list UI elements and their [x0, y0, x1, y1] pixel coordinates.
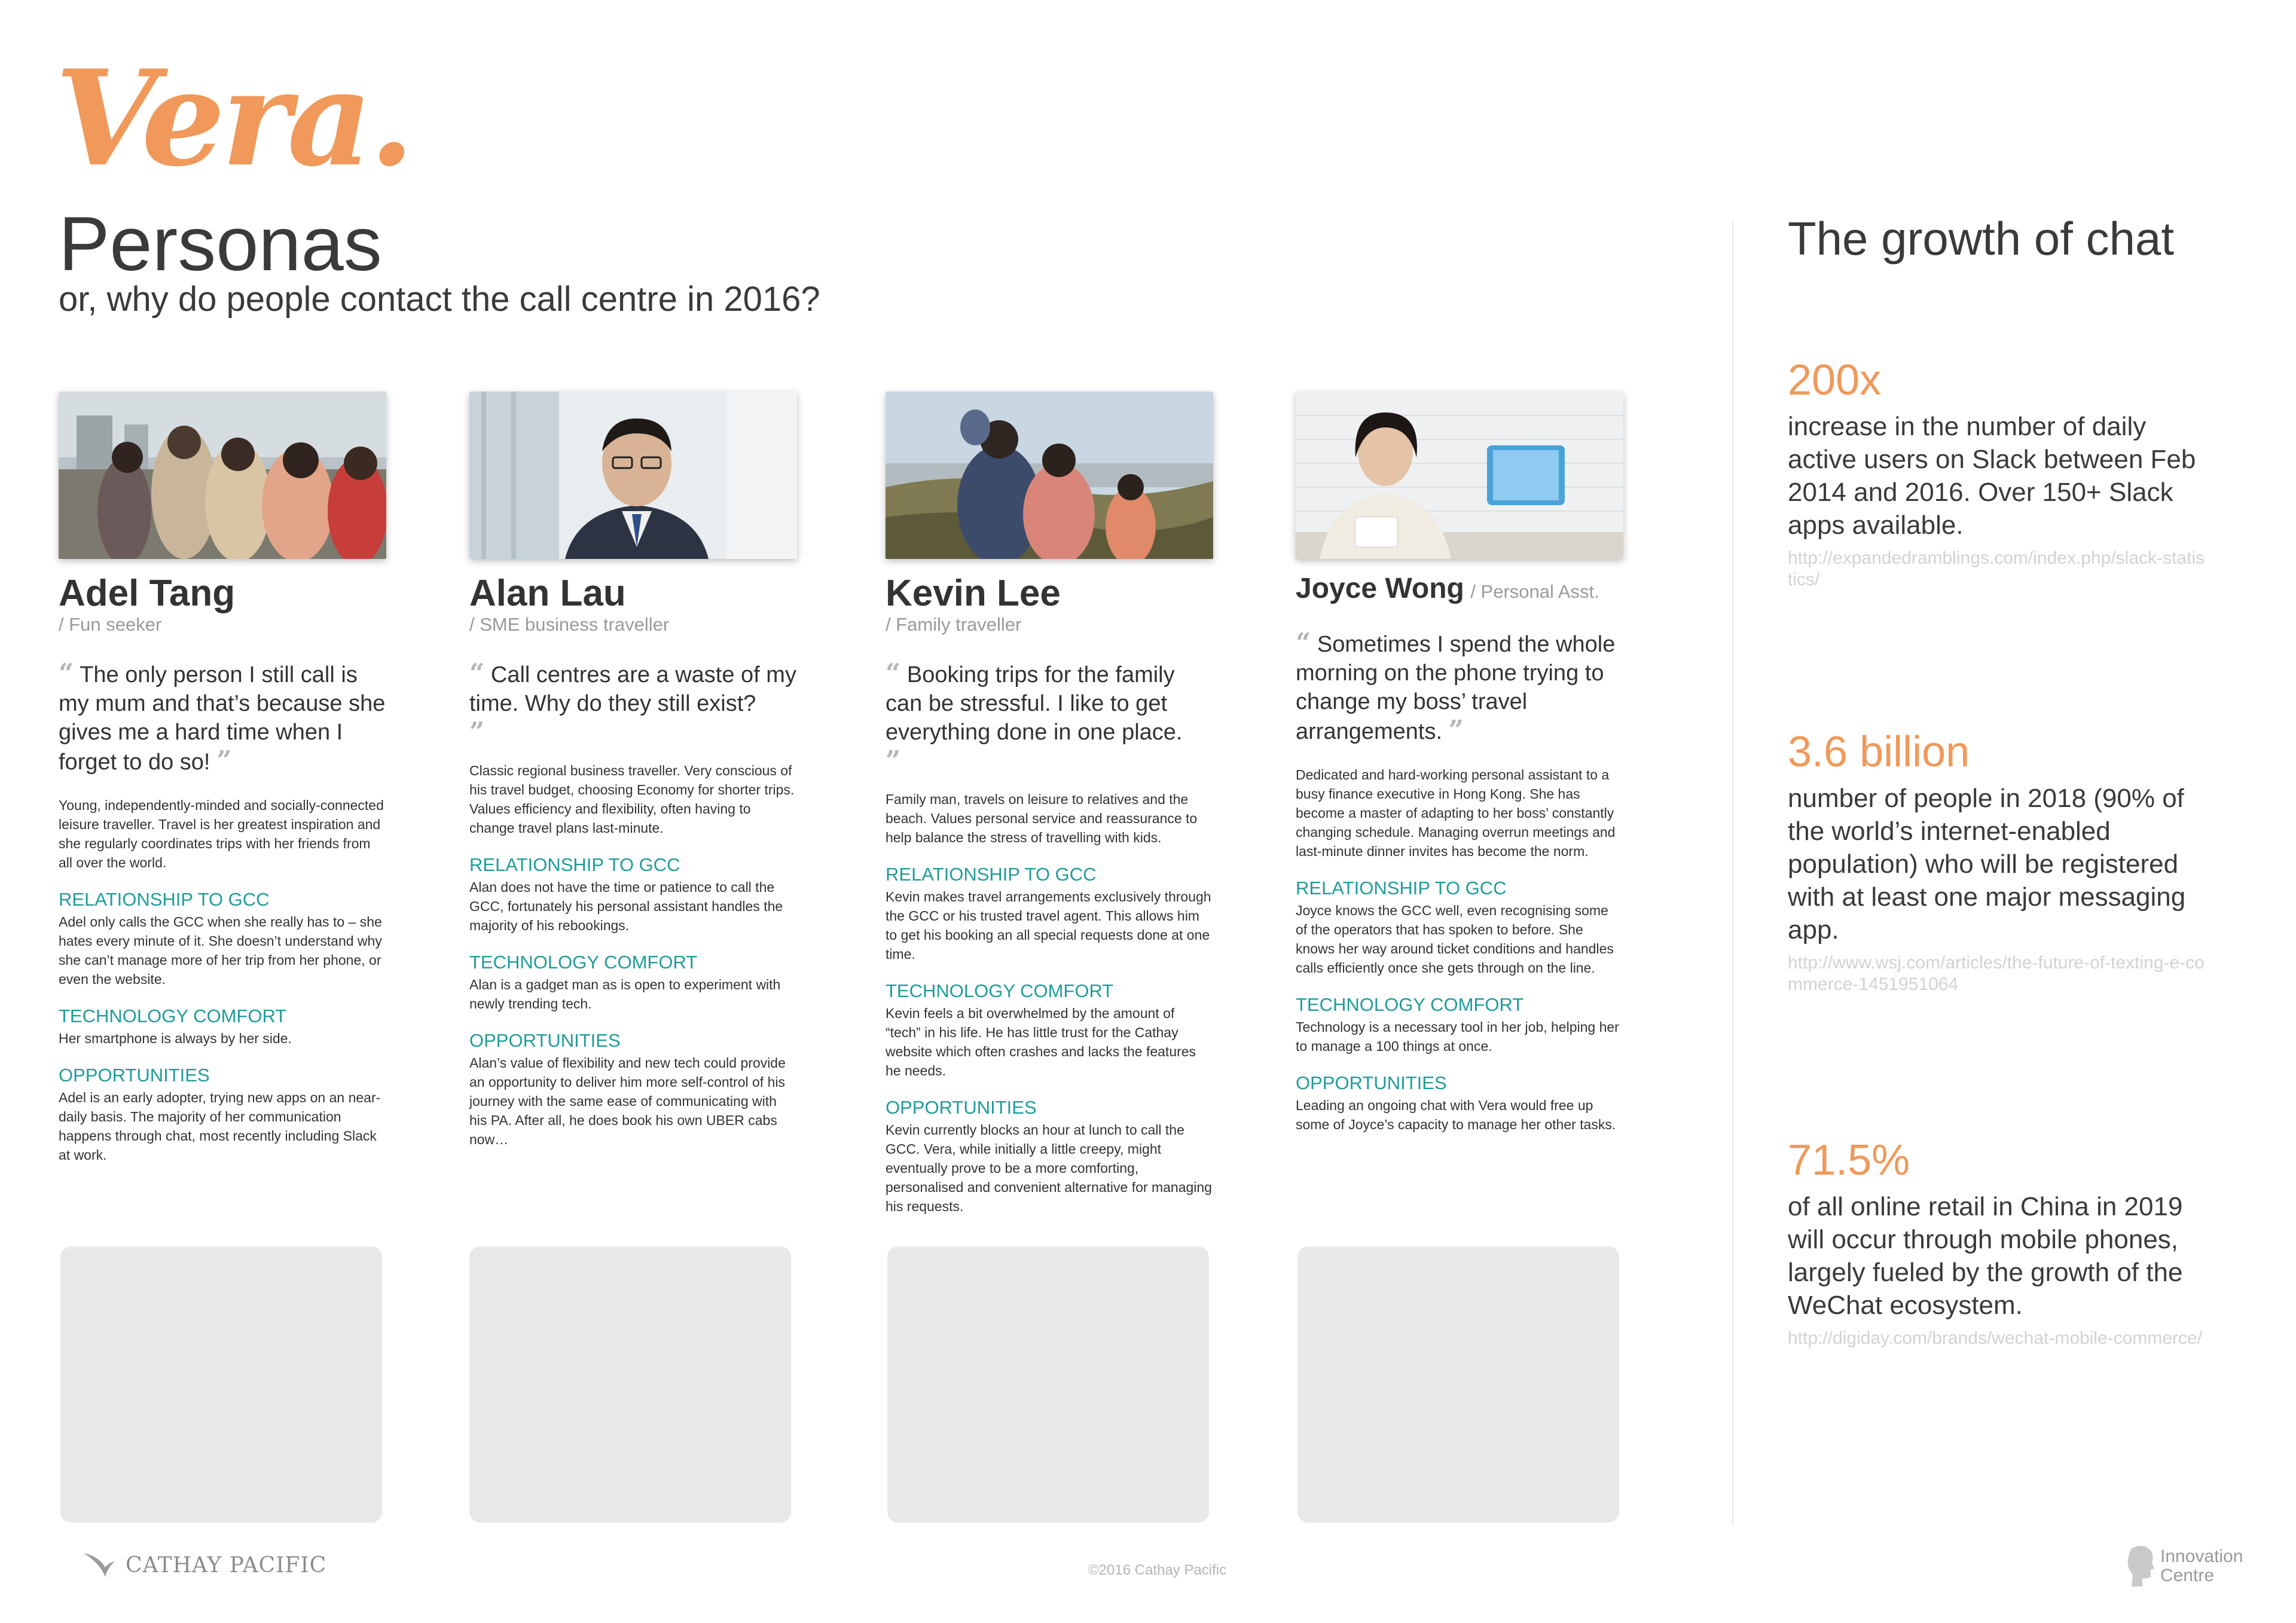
persona-card-kevin [886, 392, 1213, 1216]
opportunities-text: Leading an ongoing chat with Vera would free up some of Joyce’s capacity to manage her other tasks. [1296, 1097, 1616, 1132]
stat-value: 3.6 billion [1788, 728, 1970, 776]
placeholder-box-adel [60, 1246, 382, 1523]
relationship-text: Joyce knows the GCC well, even recognising some of the operators that has spoken to before. She knows her way around ticket conditions and handles calls efficiently once she gets through on the line. [1296, 902, 1614, 976]
technology-heading: TECHNOLOGY COMFORT [59, 1005, 287, 1027]
quote-text: Booking trips for the family can be stressful. I like to get everything done in one place. [886, 662, 1183, 745]
quote-close-icon: ” [1448, 714, 1464, 745]
quote-close-icon: ” [216, 745, 232, 777]
placeholder-box-joyce [1297, 1246, 1619, 1523]
quote-text: Sometimes I spend the whole morning on the phone trying to change my boss’ travel arrangements. [1296, 631, 1616, 744]
placeholder-box-kevin [887, 1246, 1209, 1523]
persona-name: Joyce Wong [1296, 573, 1464, 604]
stat-text: of all online retail in China in 2019 will occur through mobile phones, largely fueled by the growth of the WeChat ecosystem. [1788, 1192, 2183, 1320]
cathay-pacific-logo [81, 1549, 326, 1581]
technology-heading: TECHNOLOGY COMFORT [1296, 994, 1524, 1015]
persona-quote [469, 659, 797, 748]
persona-name: Kevin Lee [886, 573, 1061, 614]
quote-open-icon: “ [1296, 627, 1311, 658]
technology-text: Kevin feels a bit overwhelmed by the amount of “tech” in his life. He has little trust for the Cathay website which often crashes and lacks the features he needs. [886, 1005, 1196, 1079]
persona-description: Young, independently-minded and socially-connected leisure traveller. Travel is her greatest inspiration and she regularly coordinates trips with her friends from all over the world. [59, 797, 384, 871]
persona-role: / SME business traveller [469, 614, 670, 635]
opportunities-text: Kevin currently blocks an hour at lunch to call the GCC. Vera, while initially a little creepy, might eventually prove to be a more comforting, personalised and convenient alternative for managing his requests. [886, 1122, 1212, 1215]
stat-slack [1788, 356, 2206, 591]
quote-open-icon: “ [469, 658, 485, 689]
stat-value: 200x [1788, 356, 1882, 404]
opportunities-heading: OPPORTUNITIES [886, 1097, 1037, 1118]
persona-role: / Personal Asst. [1470, 581, 1599, 602]
opportunities-text: Alan’s value of flexibility and new tech could provide an opportunity to deliver him more self-control of his journey with the same ease of communicating with his PA. After all, he does book his own UBER cabs now… [469, 1055, 786, 1148]
persona-quote [886, 659, 1213, 777]
persona-card-alan [469, 392, 797, 1149]
technology-text: Her smartphone is always by her side. [59, 1031, 292, 1047]
persona-photo-joyce [1296, 392, 1623, 559]
stat-messaging [1788, 730, 2206, 995]
stat-source-link[interactable]: http://www.wsj.com/articles/the-future-of-texting-e-commerce-1451951064 [1788, 953, 2205, 994]
stat-text: number of people in 2018 (90% of the world’s internet-enabled population) who will be registered with at least one major messaging app. [1788, 784, 2186, 945]
quote-close-icon: ” [886, 745, 901, 777]
stat-text: increase in the number of daily active users on Slack between Feb 2014 and 2016. Over 150+ Slack apps available. [1788, 412, 2196, 540]
technology-text: Technology is a necessary tool in her job, helping her to manage a 100 things at once. [1296, 1019, 1619, 1054]
persona-card-adel [59, 392, 386, 1164]
innovation-line-2: Centre [2160, 1566, 2215, 1585]
innovation-line-1: Innovation [2160, 1546, 2243, 1566]
placeholder-box-alan [469, 1246, 791, 1523]
cathay-brushwing-icon [81, 1549, 117, 1581]
copyright: ©2016 Cathay Pacific [1088, 1562, 1227, 1578]
relationship-heading: RELATIONSHIP TO GCC [886, 864, 1097, 885]
persona-heading [1296, 573, 1623, 605]
quote-close-icon: ” [469, 717, 485, 748]
persona-quote [59, 659, 386, 777]
stat-china-retail [1788, 1136, 2206, 1349]
persona-name: Alan Lau [469, 573, 626, 614]
technology-heading: TECHNOLOGY COMFORT [886, 980, 1114, 1002]
relationship-heading: RELATIONSHIP TO GCC [59, 889, 270, 910]
quote-open-icon: “ [59, 658, 74, 689]
persona-photo-alan [469, 392, 797, 559]
company-name: CATHAY PACIFIC [126, 1552, 327, 1578]
relationship-text: Alan does not have the time or patience to call the GCC, fortunately his personal assistant handles the majority of his rebookings. [469, 879, 783, 934]
stat-value: 71.5% [1788, 1136, 1910, 1184]
vera-logo: Vera. [55, 41, 411, 195]
persona-role: / Fun seeker [59, 614, 162, 635]
persona-role: / Family traveller [886, 614, 1022, 635]
stat-source-link[interactable]: http://expandedramblings.com/index.php/slack-statistics/ [1788, 548, 2205, 589]
persona-quote [1296, 629, 1623, 746]
innovation-head-icon [2126, 1542, 2155, 1590]
opportunities-heading: OPPORTUNITIES [469, 1030, 621, 1052]
relationship-text: Kevin makes travel arrangements exclusively through the GCC or his trusted travel agent. This allows him to get his booking an all special requests done at one time. [886, 889, 1211, 962]
persona-card-joyce [1296, 392, 1623, 1134]
persona-photo-adel [59, 392, 386, 559]
persona-description: Classic regional business traveller. Very conscious of his travel budget, choosing Economy for shorter trips. Values efficiency and flexibility, often having to change travel plans last-minute. [469, 763, 795, 836]
technology-heading: TECHNOLOGY COMFORT [469, 952, 698, 973]
quote-open-icon: “ [886, 658, 901, 689]
relationship-text: Adel only calls the GCC when she really has to – she hates every minute of it. She doesn’t understand why she can’t manage more of her trip from her phone, or even the website. [59, 914, 382, 988]
quote-text: Call centres are a waste of my time. Why do they still exist? [469, 662, 796, 717]
relationship-heading: RELATIONSHIP TO GCC [469, 854, 680, 876]
opportunities-heading: OPPORTUNITIES [59, 1065, 210, 1086]
quote-text: The only person I still call is my mum and that’s because she gives me a hard time when I forget to do so! [59, 662, 386, 775]
innovation-text [2160, 1547, 2243, 1585]
persona-description: Dedicated and hard-working personal assistant to a busy finance executive in Hong Kong. She has become a master of adapting to her boss’ constantly changing schedule. Managing overrun meetings and last-minute dinner invites has become the norm. [1296, 766, 1616, 859]
stat-source-link[interactable]: http://digiday.com/brands/wechat-mobile-commerce/ [1788, 1328, 2203, 1348]
opportunities-heading: OPPORTUNITIES [1296, 1072, 1447, 1093]
page-subtitle: or, why do people contact the call centre in 2016? [59, 280, 820, 319]
opportunities-text: Adel is an early adopter, trying new apps on an near-daily basis. The majority of her communication happens through chat, most recently including Slack at work. [59, 1090, 381, 1163]
page-title: Personas [59, 201, 382, 287]
persona-description: Family man, travels on leisure to relatives and the beach. Values personal service and reassurance to help balance the stress of travelling with kids. [886, 791, 1198, 846]
column-divider [1732, 221, 1733, 1524]
innovation-centre-logo [2126, 1542, 2243, 1590]
growth-title: The growth of chat [1788, 212, 2175, 265]
technology-text: Alan is a gadget man as is open to experiment with newly trending tech. [469, 977, 781, 1012]
relationship-heading: RELATIONSHIP TO GCC [1296, 877, 1507, 898]
persona-name: Adel Tang [59, 573, 236, 614]
persona-photo-kevin [886, 392, 1213, 559]
